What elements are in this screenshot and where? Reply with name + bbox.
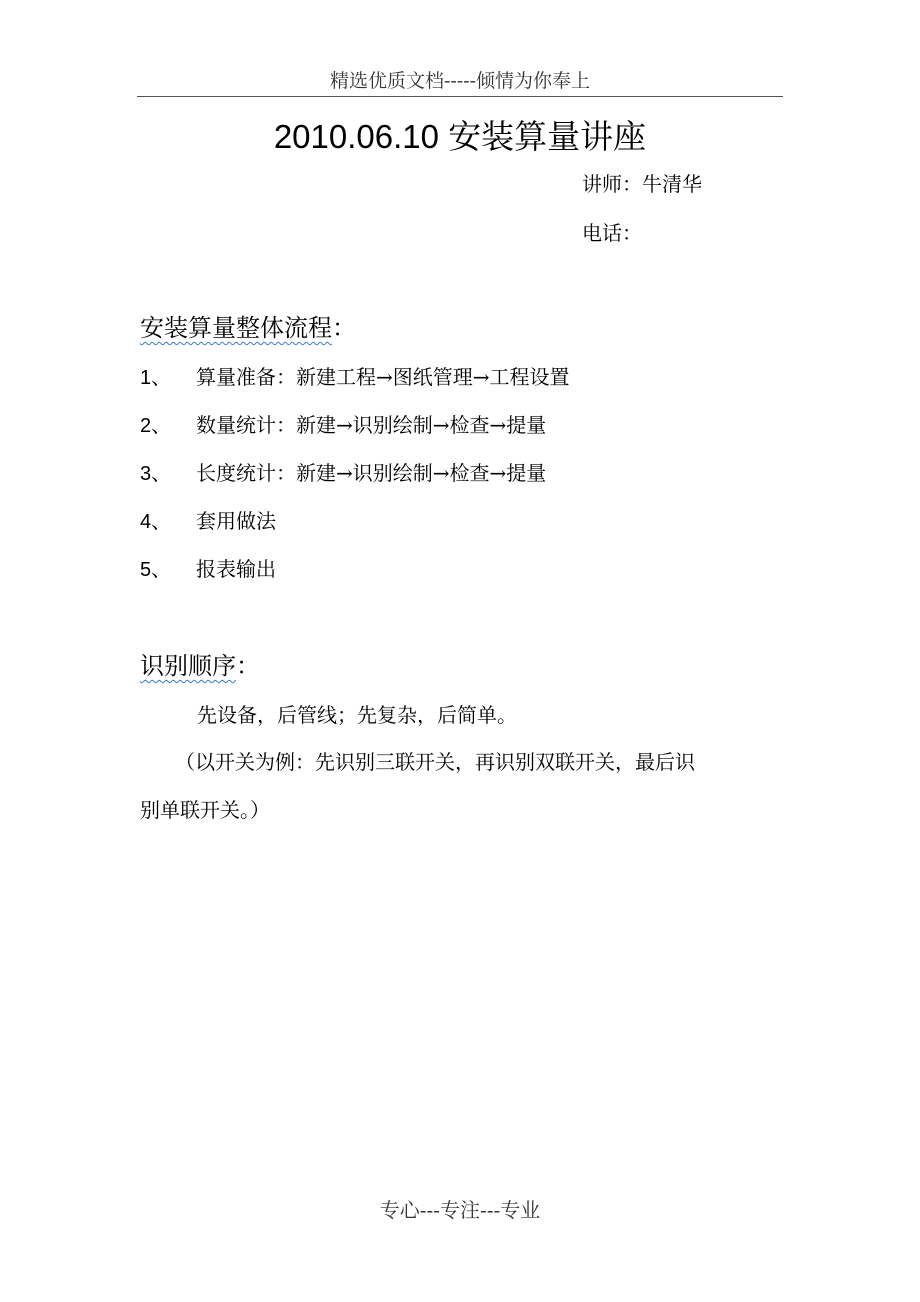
header-divider [137,96,783,97]
flow-step [140,362,570,392]
step-text: 套用做法 [196,509,276,533]
step-number: 4、 [140,511,172,533]
flow-heading-text: 安装算量整体流程 [140,314,332,342]
document-title: 2010.06.10 安装算量讲座 [273,118,647,155]
page-header: 精选优质文档-----倾情为你奉上 [329,70,591,92]
step-number: 2、 [140,415,172,437]
step-text: 算量准备：新建工程→图纸管理→工程设置 [196,365,570,389]
step-text: 报表输出 [196,557,276,581]
order-section-heading [140,649,260,683]
order-paragraph-1: 先设备，后管线；先复杂，后简单。 [197,703,517,727]
phone-line: 电话： [582,221,642,245]
flow-step [140,554,276,584]
lecturer-line: 讲师：牛清华 [582,172,702,196]
step-text: 长度统计：新建→识别绘制→检查→提量 [196,461,547,485]
flow-heading-colon: ： [332,314,356,342]
flow-step [140,458,546,488]
step-text: 数量统计：新建→识别绘制→检查→提量 [196,413,547,437]
flow-step [140,410,546,440]
flow-section-heading [140,311,356,345]
flow-step [140,506,276,536]
step-number: 3、 [140,463,172,485]
order-paragraph-2-line-1: （以开关为例：先识别三联开关，再识别双联开关，最后识 [175,750,695,774]
order-paragraph-2-line-2: 别单联开关。） [140,798,270,822]
step-number: 5、 [140,559,172,581]
step-number: 1、 [140,367,172,389]
order-heading-colon: ： [236,652,260,680]
page-footer: 专心---专注---专业 [379,1198,541,1222]
order-heading-text: 识别顺序 [140,652,236,680]
